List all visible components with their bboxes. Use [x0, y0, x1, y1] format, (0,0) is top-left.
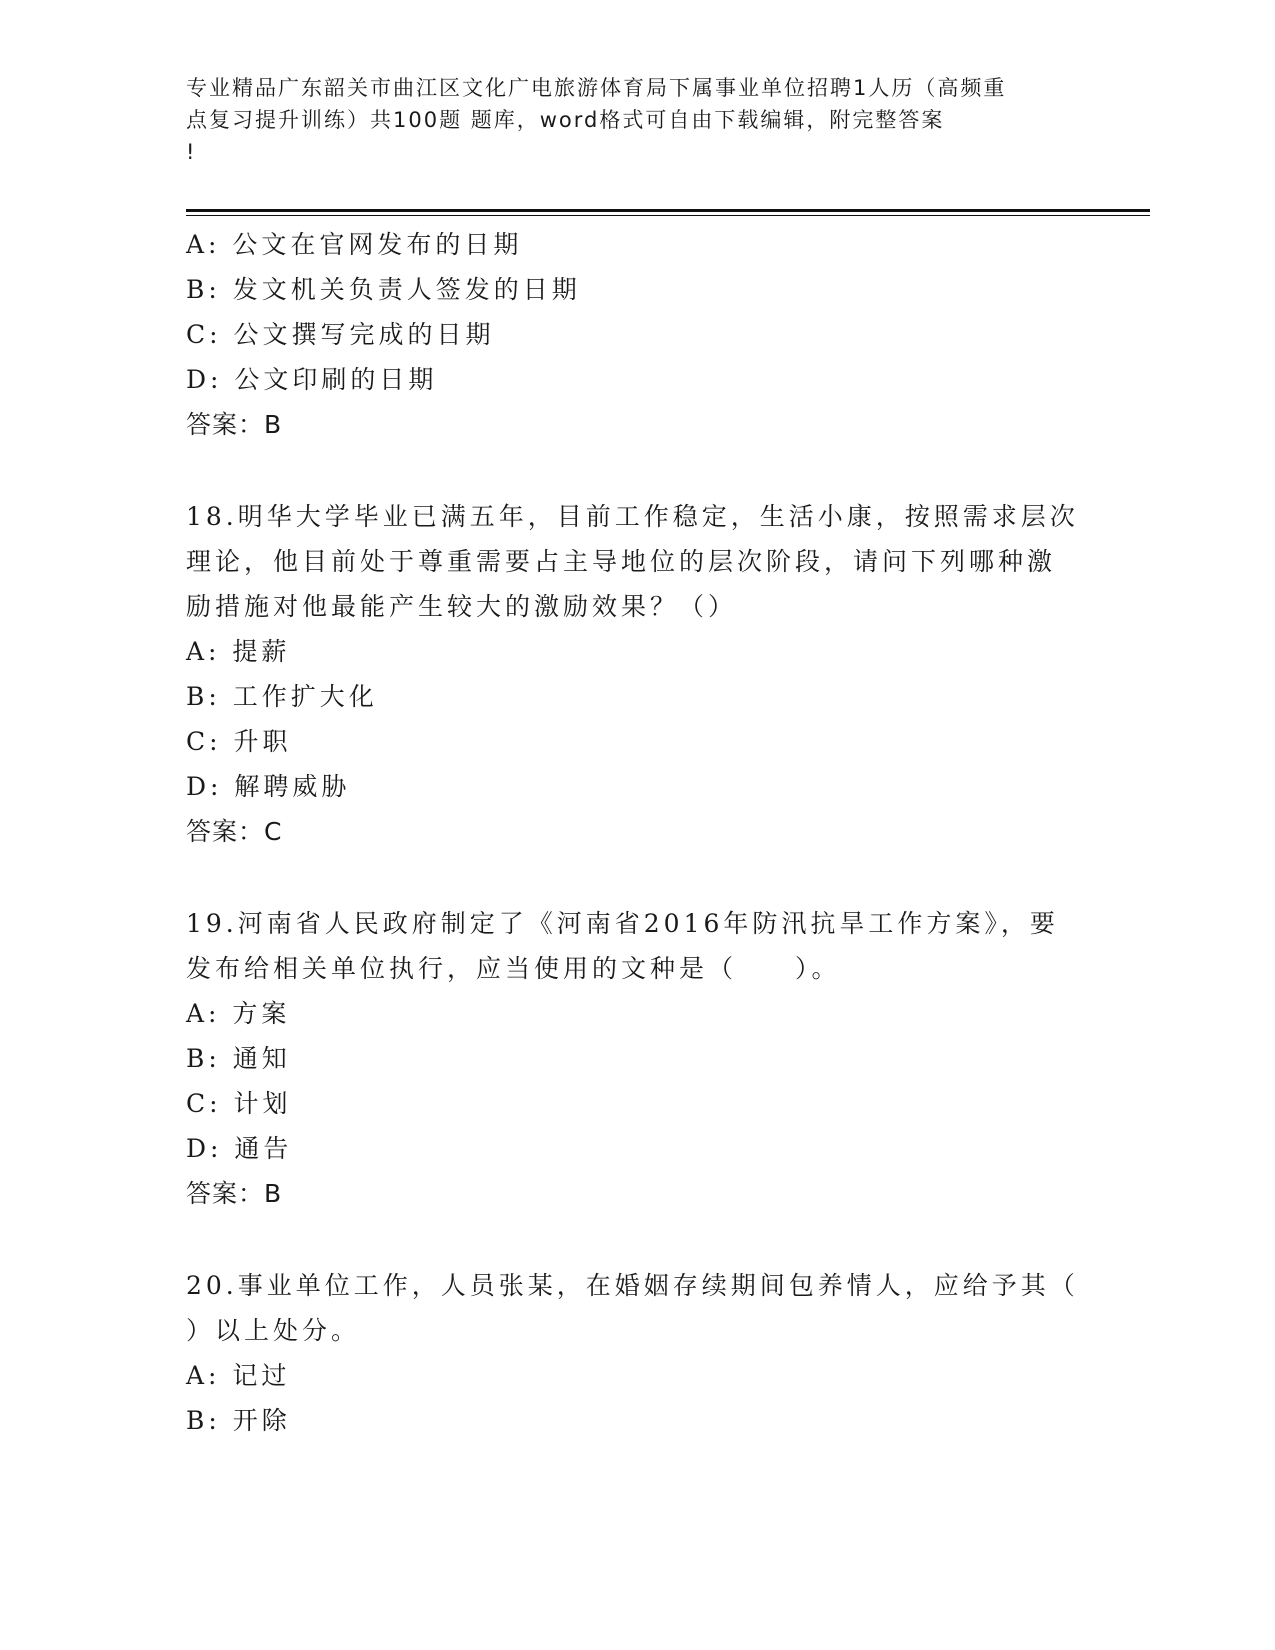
- option-c: C: 公文撰写完成的日期: [186, 320, 495, 349]
- question-stem: 19.河南省人民政府制定了《河南省2016年防汛抗旱工作方案》，要: [186, 909, 1059, 938]
- option-b: B: 开除: [186, 1406, 291, 1435]
- answer: 答案：C: [186, 817, 283, 846]
- spacer: [186, 854, 1086, 901]
- option-d: D: 通告: [186, 1134, 293, 1163]
- option-a: A: 提薪: [186, 637, 291, 666]
- question-list: [186, 222, 1086, 1443]
- question-stem: 18.明华大学毕业已满五年，目前工作稳定，生活小康，按照需求层次: [186, 502, 1079, 531]
- option-c: C: 升职: [186, 727, 292, 756]
- question-20-block: [186, 1263, 1086, 1443]
- question-19-block: [186, 901, 1086, 1216]
- option-d: D: 公文印刷的日期: [186, 365, 438, 394]
- question-stem: 理论，他目前处于尊重需要占主导地位的层次阶段，请问下列哪种激: [186, 547, 1057, 576]
- question-stem: 励措施对他最能产生较大的激励效果？（）: [186, 592, 738, 621]
- option-d: D: 解聘威胁: [186, 772, 351, 801]
- option-a: A: 公文在官网发布的日期: [186, 230, 523, 259]
- question-stem: 发布给相关单位执行，应当使用的文种是（ ）。: [186, 954, 841, 983]
- question-17-block: [186, 222, 1086, 447]
- header-line: 点复习提升训练）共100题 题库，word格式可自由下载编辑，附完整答案: [186, 108, 945, 132]
- question-stem: 20.事业单位工作，人员张某，在婚姻存续期间包养情人，应给予其（: [186, 1271, 1079, 1300]
- option-b: B: 通知: [186, 1044, 291, 1073]
- spacer: [186, 447, 1086, 494]
- document-header: [186, 72, 1086, 168]
- header-divider-thick: [186, 209, 1150, 212]
- option-c: C: 计划: [186, 1089, 292, 1118]
- answer: 答案：B: [186, 410, 283, 439]
- question-stem: ）以上处分。: [186, 1316, 361, 1345]
- question-18-block: [186, 494, 1086, 854]
- header-divider-thin: [186, 215, 1150, 216]
- option-b: B: 发文机关负责人签发的日期: [186, 275, 581, 304]
- spacer: [186, 1216, 1086, 1263]
- option-a: A: 记过: [186, 1361, 291, 1390]
- answer: 答案：B: [186, 1179, 283, 1208]
- option-a: A: 方案: [186, 999, 291, 1028]
- option-b: B: 工作扩大化: [186, 682, 378, 711]
- header-line: !: [186, 140, 197, 164]
- header-line: 专业精品广东韶关市曲江区文化广电旅游体育局下属事业单位招聘1人历（高频重: [186, 76, 1007, 100]
